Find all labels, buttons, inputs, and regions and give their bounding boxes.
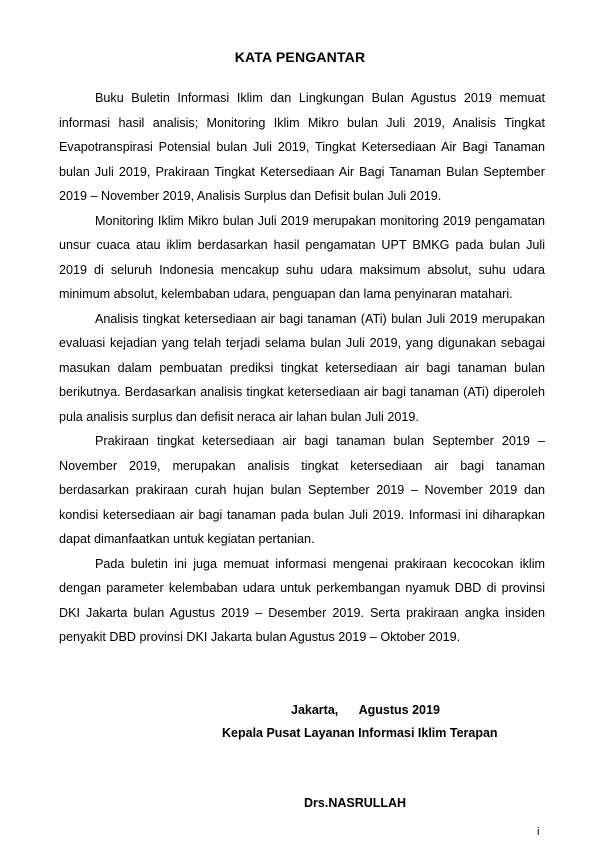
body-text <box>59 86 545 650</box>
signature-name: Drs.NASRULLAH <box>304 796 407 810</box>
paragraph-5: Pada buletin ini juga memuat informasi mengenai prakiraan kecocokan iklim dengan parameter kelembaban udara untuk perkembangan nyamuk DBD di provinsi DKI Jakarta bulan Agustus 2019 – Desember 2019. Serta prakiraan angka insiden penyakit DBD provinsi DKI Jakarta bulan Agustus 2019 – Oktober 2019. <box>59 556 545 644</box>
signature-place-date: Jakarta, Agustus 2019 <box>291 703 440 717</box>
paragraph-2: Monitoring Iklim Mikro bulan Juli 2019 merupakan monitoring 2019 pengamatan unsur cuaca atau iklim berdasarkan hasil pengamatan UPT BMKG pada bulan Juli 2019 di seluruh Indonesia mencakup suhu udara maksimum absolut, suhu udara minimum absolut, kelembaban udara, penguapan dan lama penyinaran matahari. <box>59 213 545 301</box>
paragraph-1: Buku Buletin Informasi Iklim dan Lingkungan Bulan Agustus 2019 memuat informasi hasil analisis; Monitoring Iklim Mikro bulan Juli 2019, Analisis Tingkat Evapotranspirasi Potensial bulan Juli 2019, Tingkat Ketersediaan Air Bagi Tanaman bulan Juli 2019, Prakiraan Tingkat Ketersediaan Air Bagi Tanaman Bulan September 2019 – November 2019, Analisis Surplus dan Defisit bulan Juli 2019. <box>59 91 545 203</box>
paragraph-4: Prakiraan tingkat ketersediaan air bagi tanaman bulan September 2019 – November 2019, merupakan analisis tingkat ketersediaan air bagi tanaman berdasarkan prakiraan curah hujan bulan September 2019 – November 2019 dan kondisi ketersediaan air bagi tanaman pada bulan Juli 2019. Informasi ini diharapkan dapat dimanfaatkan untuk kegiatan pertanian. <box>59 434 545 546</box>
page-number: i <box>537 826 540 838</box>
signature-office: Kepala Pusat Layanan Informasi Iklim Terapan <box>222 726 498 740</box>
page-title: KATA PENGANTAR <box>234 49 366 65</box>
paragraph-3: Analisis tingkat ketersediaan air bagi tanaman (ATi) bulan Juli 2019 merupakan evaluasi kejadian yang telah terjadi selama bulan Juli 2019, yang digunakan sebagai masukan dalam pembuatan prediksi tingkat ketersediaan air bagi tanaman bulan berikutnya. Berdasarkan analisis tingkat ketersediaan air bagi tanaman (ATi) diperoleh pula analisis surplus dan defisit neraca air lahan bulan Juli 2019. <box>59 311 545 424</box>
